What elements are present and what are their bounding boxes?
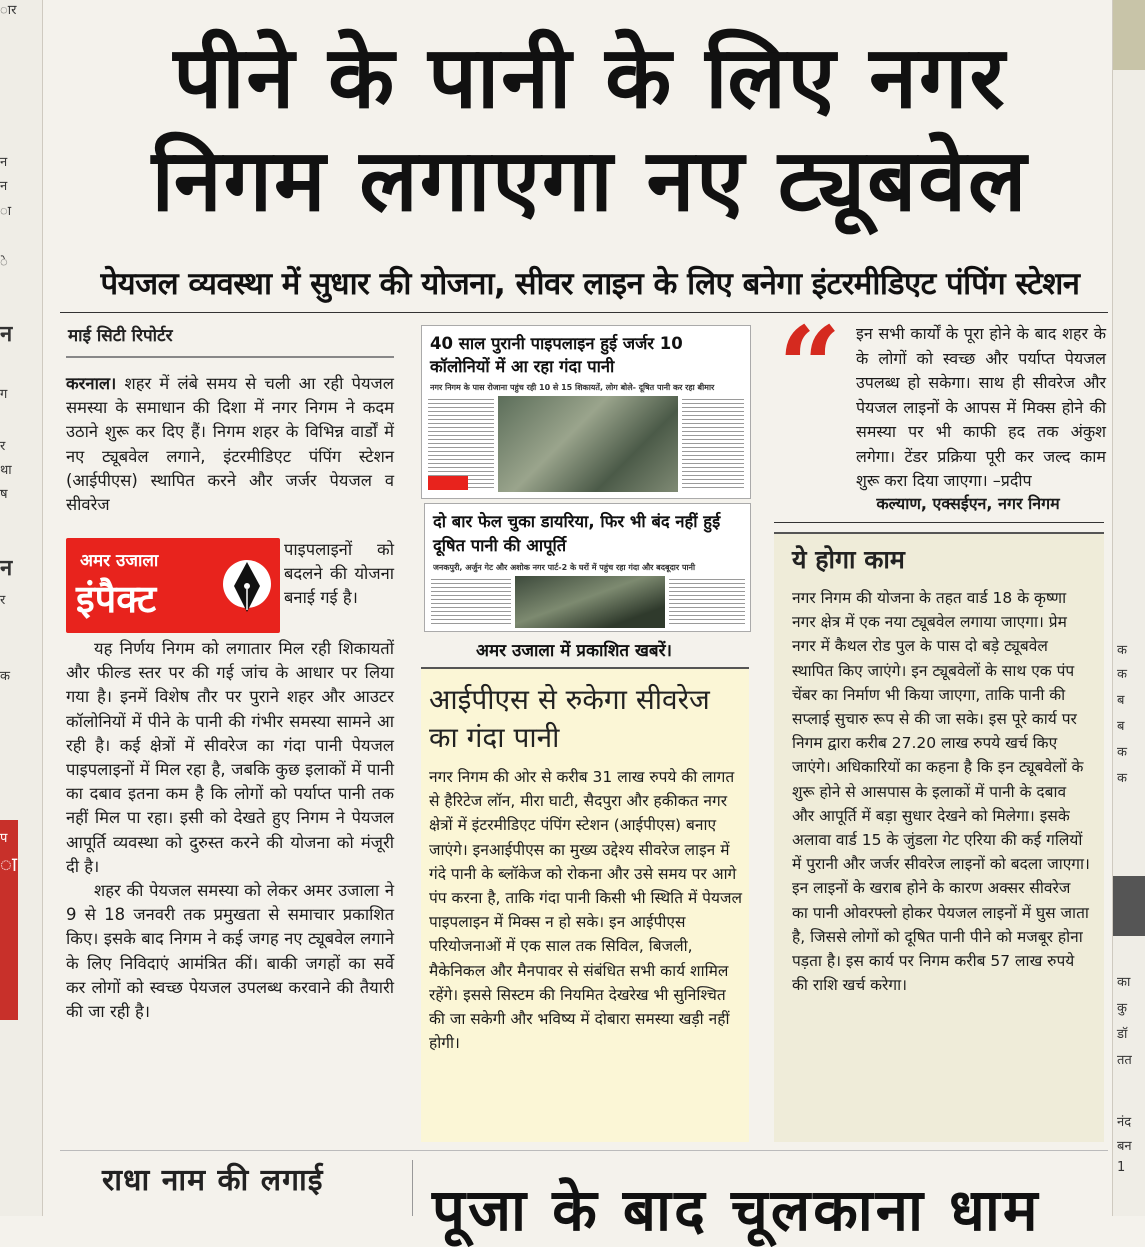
edge-fragment: ब bbox=[1117, 719, 1125, 734]
edge-fragment: न bbox=[0, 322, 13, 347]
ips-title: आईपीएस से रुकेगा सीवरेज का गंदा पानी bbox=[429, 683, 710, 754]
clipping-2-text bbox=[431, 576, 511, 626]
clipping-2-text bbox=[669, 576, 745, 626]
clipping-1-sub: नगर निगम के पास रोजाना पहुंच रही 10 से 15 शिकायतें, लोग बोले- दूषित पानी कर रहा बीमार bbox=[430, 383, 715, 392]
edge-fragment: र bbox=[0, 439, 6, 454]
byline: माई सिटी रिपोर्टर bbox=[68, 326, 173, 346]
clipping-1-text bbox=[428, 396, 494, 488]
work-title: ये होगा काम bbox=[792, 545, 905, 574]
edge-fragment: क bbox=[0, 669, 10, 684]
quote-body: इन सभी कार्यों के पूरा होने के बाद शहर के के लोगों को स्वच्छ और पर्याप्त पेयजल उपलब्ध हो सकेगा। साथ ही सीवरेज और पेयजल लाइनों के आपस में मिक्स होने की समस्या पर भी काफी हद तक अंकुश लगेगा। टेंडर प्रक्रिया पूरी कर जल्द काम शुरू करा दिया जाएगा। –प्रदीप bbox=[856, 324, 1106, 490]
clipping-1 bbox=[421, 325, 751, 499]
edge-fragment: क bbox=[1117, 667, 1127, 682]
edge-fragment: का bbox=[1117, 975, 1131, 990]
headline-line-1: पीने के पानी के लिए नगर bbox=[173, 28, 1007, 128]
edge-fragment: 1 bbox=[1117, 1160, 1126, 1175]
edge-fragment: नंद bbox=[1117, 1115, 1132, 1130]
work-box bbox=[774, 532, 1104, 1142]
ips-box bbox=[421, 667, 749, 1142]
main-story-body bbox=[66, 637, 394, 1024]
edge-fragment: न bbox=[0, 556, 13, 581]
clipping-2-sub: जनकपुरी, अर्जुन गेट और अशोक नगर पार्ट-2 के घरों में पहुंच रहा गंदा और बदबूदार पानी bbox=[433, 563, 696, 572]
ips-body: नगर निगम की ओर से करीब 31 लाख रुपये की लागत से हैरिटेज लॉन, मीरा घाटी, सैदपुरा और हकीकत नगर क्षेत्रों में इंटरमीडिएट पंपिंग स्टेशन (आईपीएस) बनाए जाएंगे। इनआईपीएस का मुख्य उद्देश्य सीवरेज लाइन में गंदे पानी के ब्लॉकेज को रोकना और उसे समय पर आगे पंप करना है, ताकि गंदा पानी किसी भी स्थिति में पेयजल पाइपलाइन में मिक्स न हो सके। इन आईपीएस परियोजनाओं में एक साल तक सिविल, बिजली, मैकेनिकल और मैनपावर से संबंधित सभी कार्य शामिल रहेंगे। इससे सिस्टम की नियमित देखरेख भी सुनिश्चित की जा सकेगी और भविष्य में दोबारा समस्या खड़ी नहीं होगी। bbox=[429, 768, 742, 1053]
clipping-1-logo bbox=[428, 476, 468, 490]
clipping-1-text bbox=[682, 396, 744, 488]
main-story-para-1: शहर में लंबे समय से चली आ रही पेयजल समस्या के समाधान की दिशा में नगर निगम ने कदम उठाने शुरू कर दिए हैं। निगम शहर के विभिन्न वार्डों में नए ट्यूबवेल लगाने, इंटरमीडिएट पंपिंग स्टेशन (आईपीएस) स्थापित करने और जर्जर पेयजल व सीवरेज bbox=[66, 374, 394, 515]
quote-rule bbox=[774, 522, 1104, 523]
clippings-caption: अमर उजाला में प्रकाशित खबरें। bbox=[476, 641, 673, 661]
clipping-1-title: 40 साल पुरानी पाइपलाइन हुई जर्जर 10 कॉलोनियों में आ रहा गंदा पानी bbox=[430, 334, 683, 376]
edge-fragment: क bbox=[1117, 745, 1127, 760]
clipping-2-photo bbox=[515, 576, 665, 628]
edge-fragment: ग bbox=[0, 387, 8, 402]
edge-fragment: तत bbox=[1117, 1053, 1132, 1068]
main-story-para-3: शहर की पेयजल समस्या को लेकर अमर उजाला ने 9 से 18 जनवरी तक प्रमुखता से समाचार प्रकाशित किए। इसके बाद निगम ने कई जगह नए ट्यूबवेल लगाने के लिए निविदाएं आमंत्रित कीं। बाकी जगहों का सर्वे कर लोगों को स्वच्छ पेयजल उपलब्ध करवाने की तैयारी की जा रही है। bbox=[66, 881, 394, 1022]
left-neighbour-column bbox=[0, 0, 43, 1216]
bottom-left-headline: राधा नाम की लगाई bbox=[102, 1163, 324, 1198]
edge-fragment: न bbox=[0, 155, 8, 170]
bottom-divider bbox=[412, 1160, 413, 1216]
amar-ujala-impact-badge bbox=[66, 538, 280, 633]
byline-rule bbox=[66, 356, 394, 358]
edge-fragment: क bbox=[1117, 643, 1127, 658]
edge-fragment: र bbox=[0, 593, 6, 608]
edge-fragment: था bbox=[0, 463, 12, 478]
subheadline: पेयजल व्यवस्था में सुधार की योजना, सीवर लाइन के लिए बनेगा इंटरमीडिएट पंपिंग स्टेशन bbox=[100, 266, 1080, 302]
edge-photo bbox=[1113, 876, 1145, 936]
work-body: नगर निगम की योजना के तहत वार्ड 18 के कृष्णा नगर क्षेत्र में एक नया ट्यूबवेल लगाया जाएगा। प्रेम नगर में कैथल रोड पुल के पास दो बड़े ट्यूबवेल स्थापित किए जाएंगे। इन ट्यूबवेलों के साथ एक पंप चेंबर का निर्माण भी किया जाएगा, ताकि पानी की सप्लाई सुचारु रूप से की जा सके। इस पूरे कार्य पर निगम द्वारा करीब 27.20 लाख रुपये खर्च किए जाएंगे। अधिकारियों का कहना है कि इन ट्यूबवेलों के शुरू होने से आसपास के इलाकों में पानी के दबाव और आपूर्ति में बड़ा सुधार देखने को मिलेगा। इसके अलावा वार्ड 15 के जुंडला गेट एरिया की कई गलियों में पुरानी और जर्जर सीवरेज लाइनों को बदला जाएगा। इन लाइनों के खराब होने के कारण अक्सर सीवरेज का पानी ओवरफ्लो होकर पेयजल लाइनों में घुस जाता है, जिससे लोगों को दूषित पानी पीने को मजबूर होना पड़ता है। इस कार्य पर निगम करीब 57 लाख रुपये की राशि खर्च करेगा। bbox=[792, 589, 1090, 995]
headline-line-2: निगम लगाएगा नए ट्यूबवेल bbox=[151, 131, 1029, 231]
quote-attribution: कल्याण, एक्सईएन, नगर निगम bbox=[876, 494, 1060, 513]
bottom-right-headline: पूजा के बाद चूलकाना धाम bbox=[432, 1176, 1041, 1244]
edge-fragment: ार bbox=[0, 3, 17, 18]
edge-fragment: े bbox=[0, 255, 8, 270]
edge-fragment: ा bbox=[0, 852, 18, 876]
clipping-1-photo bbox=[498, 396, 678, 492]
impact-word: इंपैक्ट bbox=[76, 577, 157, 621]
edge-fragment: बन bbox=[1117, 1139, 1132, 1154]
edge-fragment: ब bbox=[1117, 693, 1125, 708]
edge-fragment: ा bbox=[0, 204, 12, 219]
impact-brand: अमर उजाला bbox=[80, 551, 159, 571]
clipping-2-title: दो बार फेल चुका डायरिया, फिर भी बंद नहीं हुई दूषित पानी की आपूर्ति bbox=[433, 512, 721, 555]
main-story-top bbox=[66, 372, 394, 517]
main-story-wrap: पाइपलाइनों को बदलने की योजना बनाई गई है। bbox=[284, 540, 394, 608]
bottom-rule bbox=[60, 1150, 1108, 1151]
clipping-2 bbox=[424, 503, 751, 632]
edge-fragment: कु bbox=[1117, 1001, 1127, 1016]
quote-text bbox=[770, 322, 1106, 494]
subhead-rule bbox=[60, 312, 1108, 313]
dateline: करनाल। bbox=[66, 374, 117, 393]
quote-mark-icon: “ bbox=[778, 302, 842, 431]
edge-fragment: ष bbox=[0, 487, 8, 502]
fountain-pen-nib-icon bbox=[222, 556, 272, 618]
main-story-para-2: यह निर्णय निगम को लगातार मिल रही शिकायतों और फील्ड स्तर पर की गई जांच के आधार पर लिया गया है। इनमें विशेष तौर पर पुराने शहर और आउटर कॉलोनियों में पीने के पानी की गंभीर समस्या सामने आ रही है। कई क्षेत्रों में सीवरेज का गंदा पानी पेयजल पाइपलाइनों में मिल रहा है, जबकि कुछ इलाकों में पानी का दबाव इतना कम है कि लोगों को पर्याप्त पानी तक नहीं मिल पा रहा। इसी को देखते हुए निगम ने पेयजल आपूर्ति व्यवस्था को दुरुस्त करने की योजना को मंजूरी दी है। bbox=[66, 639, 394, 876]
edge-fragment: न bbox=[0, 179, 8, 194]
edge-fragment: डॉ bbox=[1117, 1027, 1128, 1042]
edge-fragment: क bbox=[1117, 771, 1127, 786]
edge-fragment: प bbox=[0, 831, 8, 846]
